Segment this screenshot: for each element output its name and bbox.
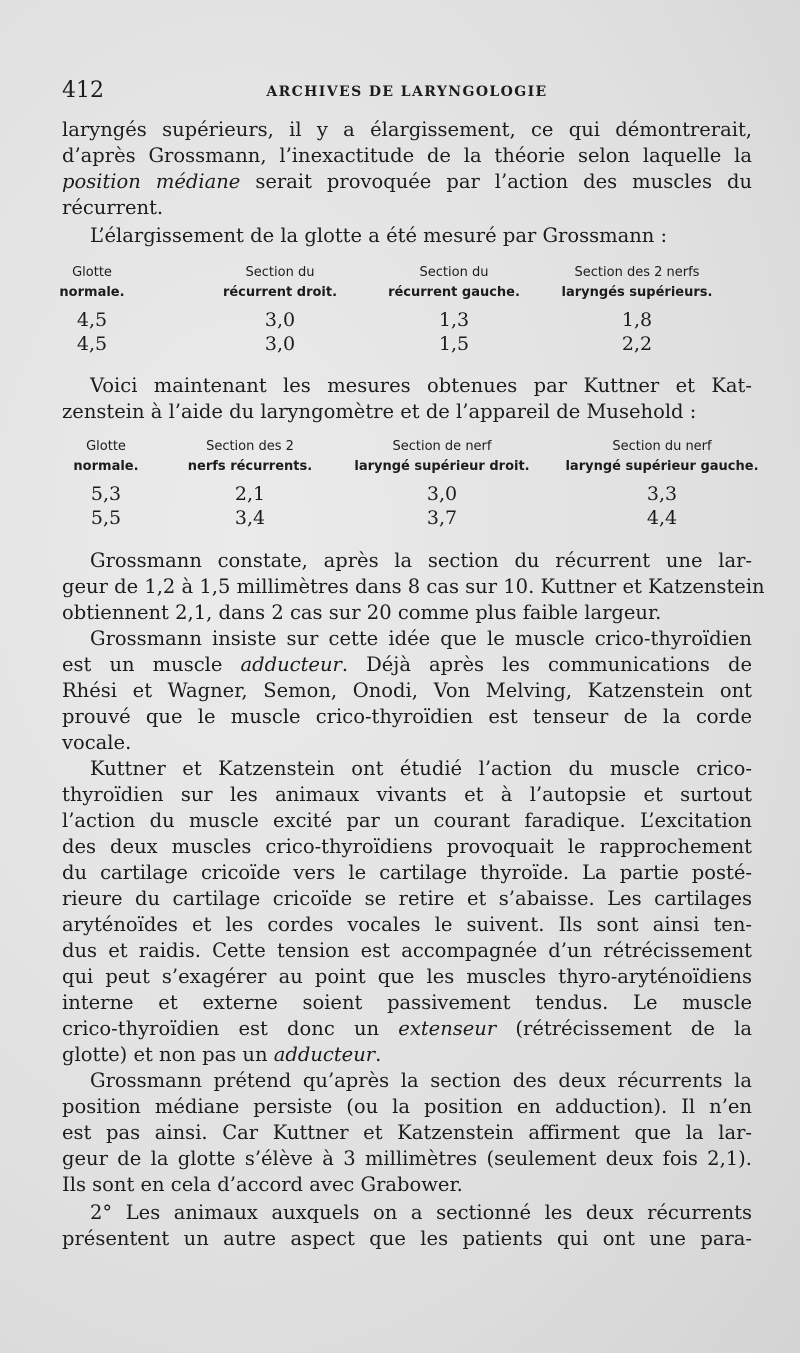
text-line: l’action du muscle excité par un courant faradique. L’excitation [62, 809, 752, 832]
table-header-cell: Glotte [86, 439, 126, 454]
table-cell: 4,5 [76, 309, 108, 331]
text-line: geur de la glotte s’élève à 3 millimètres (seulement deux fois 2,1). [62, 1147, 752, 1170]
table-header-cell: récurrent droit. [222, 285, 338, 300]
text-line: rieure du cartilage cricoïde se retire et s’abaisse. Les cartilages [62, 887, 752, 910]
text-line: glotte) et non pas un adducteur. [62, 1043, 382, 1066]
page-header [62, 78, 752, 108]
text-line: crico-thyroïdien est donc un extenseur (rétrécissement de la [62, 1017, 752, 1040]
text-line: Grossmann insiste sur cette idée que le muscle crico-thyroïdien [90, 627, 752, 650]
text-line: Grossmann constate, après la section du récurrent une lar- [90, 549, 752, 572]
text-line: vocale. [62, 731, 132, 754]
text-line: des deux muscles crico-thyroïdiens provoquait le rapprochement [62, 835, 752, 858]
table-cell: 3,7 [426, 507, 458, 529]
text-line: laryngés supérieurs, il y a élargissement, ce qui démontrerait, [62, 118, 752, 141]
text-line: position médiane persiste (ou la position en adduction). Il n’en [62, 1095, 752, 1118]
table-cell: 5,5 [90, 507, 122, 529]
table-cell: 3,0 [264, 309, 296, 331]
table-cell: 1,5 [438, 333, 470, 355]
table-cell: 3,4 [234, 507, 266, 529]
text-line: interne et externe soient passivement tendus. Le muscle [62, 991, 752, 1014]
text-line: Kuttner et Katzenstein ont étudié l’action du muscle crico- [90, 757, 752, 780]
table-header-cell: normale. [73, 459, 139, 474]
text-line: Rhési et Wagner, Semon, Onodi, Von Melving, Katzenstein ont [62, 679, 752, 702]
page-number: 412 [62, 78, 104, 103]
table-header-cell: Section des 2 nerfs [574, 265, 700, 280]
text-line: obtiennent 2,1, dans 2 cas sur 20 comme plus faible largeur. [62, 601, 662, 624]
table-header-cell: laryngés supérieurs. [561, 285, 713, 300]
table-cell: 2,2 [621, 333, 653, 355]
text-line: zenstein à l’aide du laryngomètre et de l’appareil de Musehold : [62, 400, 697, 423]
table-cell: 2,1 [234, 483, 266, 505]
text-line: dus et raidis. Cette tension est accompagnée d’un rétrécissement [62, 939, 752, 962]
table-header-cell: normale. [59, 285, 125, 300]
table-cell: 3,0 [426, 483, 458, 505]
table-cell: 4,5 [76, 333, 108, 355]
text-line: 2° Les animaux auxquels on a sectionné les deux récurrents [90, 1201, 752, 1224]
table-header-cell: laryngé supérieur gauche. [565, 459, 759, 474]
table-cell: 5,3 [90, 483, 122, 505]
text-line: position médiane serait provoquée par l’action des muscles du [62, 170, 752, 193]
running-title: ARCHIVES DE LARYNGOLOGIE [266, 84, 548, 100]
text-line: présentent un autre aspect que les patients qui ont une para- [62, 1227, 752, 1250]
text-line: est un muscle adducteur. Déjà après les communications de [62, 653, 752, 676]
table-cell: 3,3 [646, 483, 678, 505]
text-line: d’après Grossmann, l’inexactitude de la théorie selon laquelle la [62, 144, 752, 167]
table-cell: 1,8 [621, 309, 653, 331]
text-line: récurrent. [62, 196, 164, 219]
table-cell: 1,3 [438, 309, 470, 331]
table-header-cell: Section des 2 [206, 439, 294, 454]
table-cell: 3,0 [264, 333, 296, 355]
text-line: Grossmann prétend qu’après la section des deux récurrents la [90, 1069, 752, 1092]
text-line: aryténoïdes et les cordes vocales le suivent. Ils sont ainsi ten- [62, 913, 752, 936]
text-line: thyroïdien sur les animaux vivants et à l’autopsie et surtout [62, 783, 752, 806]
text-line: est pas ainsi. Car Kuttner et Katzenstein affirment que la lar- [62, 1121, 752, 1144]
table-header-cell: Section du [419, 265, 489, 280]
text-line: prouvé que le muscle crico-thyroïdien est tenseur de la corde [62, 705, 752, 728]
table-header-cell: nerfs récurrents. [187, 459, 313, 474]
table-cell: 4,4 [646, 507, 678, 529]
text-line: geur de 1,2 à 1,5 millimètres dans 8 cas sur 10. Kuttner et Katzenstein [62, 575, 765, 598]
table-header-cell: Section du nerf [612, 439, 712, 454]
table-header-cell: laryngé supérieur droit. [354, 459, 530, 474]
text-line: Ils sont en cela d’accord avec Grabower. [62, 1173, 463, 1196]
table-header-cell: Section de nerf [392, 439, 492, 454]
table-header-cell: Glotte [72, 265, 112, 280]
table-header-cell: récurrent gauche. [388, 285, 520, 300]
text-line: Voici maintenant les mesures obtenues par Kuttner et Kat- [90, 374, 752, 397]
text-line: du cartilage cricoïde vers le cartilage thyroïde. La partie posté- [62, 861, 752, 884]
text-line: L’élargissement de la glotte a été mesuré par Grossmann : [90, 224, 668, 247]
table-header-cell: Section du [245, 265, 315, 280]
text-line: qui peut s’exagérer au point que les muscles thyro-aryténoïdiens [62, 965, 752, 988]
